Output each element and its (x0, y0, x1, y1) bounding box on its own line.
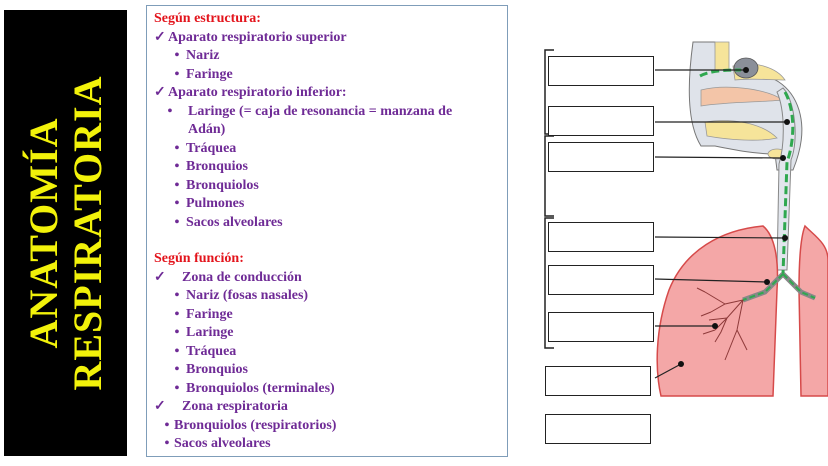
list-item: • Laringe (= caja de resonancia = manzana de Adán) (167, 103, 453, 137)
bullet-icon: • (164, 417, 170, 433)
bullet-icon: • (174, 325, 180, 340)
list-item: • Faringe (154, 306, 503, 325)
heading-estructura: Según estructura: (154, 11, 261, 26)
title-banner (4, 10, 127, 456)
bullet-icon: • (164, 436, 170, 451)
check-icon: ✓ (154, 399, 166, 414)
bullet-icon: • (174, 380, 180, 396)
marker-dot (784, 119, 790, 125)
bullet-icon: • (174, 196, 180, 211)
check-icon: ✓ (154, 29, 166, 45)
bullet-icon: • (174, 362, 180, 377)
right-lung (799, 226, 828, 396)
blank-label-box-8[interactable] (545, 414, 651, 444)
list-item: • Tráquea (154, 140, 503, 159)
list-item: • Sacos alveolares (154, 214, 503, 233)
superior-group-title: ✓ Aparato respiratorio superior (154, 29, 503, 48)
marker-dot (782, 235, 788, 241)
nose-structure (715, 42, 729, 70)
bullet-icon: • (174, 343, 180, 359)
banner-title-line1: ANATOMÍA (21, 117, 66, 349)
list-item: • Nariz (154, 47, 503, 66)
classification-text (154, 10, 503, 454)
marker-dot (712, 323, 718, 329)
bullet-icon: • (174, 140, 180, 156)
marker-dot (743, 67, 749, 73)
list-item: • Bronquiolos (respiratorios) (154, 417, 503, 436)
bullet-icon: • (174, 214, 180, 230)
blank-label-box-6[interactable] (548, 312, 654, 342)
blank-label-box-7[interactable] (545, 366, 651, 396)
bullet-icon: • (174, 66, 180, 82)
blank-label-box-2[interactable] (548, 106, 654, 136)
list-item: • Sacos alveolares (154, 435, 503, 454)
list-item: • Bronquios (154, 158, 503, 177)
marker-dot (780, 155, 786, 161)
list-item: • Bronquiolos (154, 177, 503, 196)
list-item: • Laringe (154, 324, 503, 343)
list-item: • Bronquios (154, 361, 503, 380)
banner-title (22, 75, 110, 390)
marker-dot (678, 361, 684, 367)
banner-title-line2: RESPIRATORIA (65, 75, 110, 391)
bullet-icon: • (174, 177, 180, 193)
list-item: • Pulmones (154, 195, 503, 214)
bullet-icon: • (174, 288, 180, 303)
blank-label-box-1[interactable] (548, 56, 654, 86)
conduccion-group-title: ✓ Zona de conducción (154, 269, 503, 288)
blank-label-box-5[interactable] (548, 265, 654, 295)
marker-dot (764, 279, 770, 285)
bullet-icon: • (167, 103, 173, 119)
check-icon: ✓ (154, 85, 166, 100)
list-item: • Faringe (154, 66, 503, 85)
classification-panel (146, 5, 508, 457)
bullet-icon: • (174, 159, 180, 174)
blank-label-box-4[interactable] (548, 222, 654, 252)
heading-funcion: Según función: (154, 251, 244, 266)
list-item: • Tráquea (154, 343, 503, 362)
left-lung (657, 226, 777, 396)
respiratory-diagram (515, 30, 828, 466)
bullet-icon: • (174, 306, 180, 322)
respiratoria-group-title: ✓ Zona respiratoria (154, 398, 503, 417)
bullet-icon: • (174, 48, 180, 63)
blank-label-box-3[interactable] (548, 142, 654, 172)
inferior-group-title: ✓ Aparato respiratorio inferior: (154, 84, 503, 103)
list-item: • Nariz (fosas nasales) (154, 287, 503, 306)
list-item: • Bronquiolos (terminales) (154, 380, 503, 399)
check-icon: ✓ (154, 269, 166, 285)
